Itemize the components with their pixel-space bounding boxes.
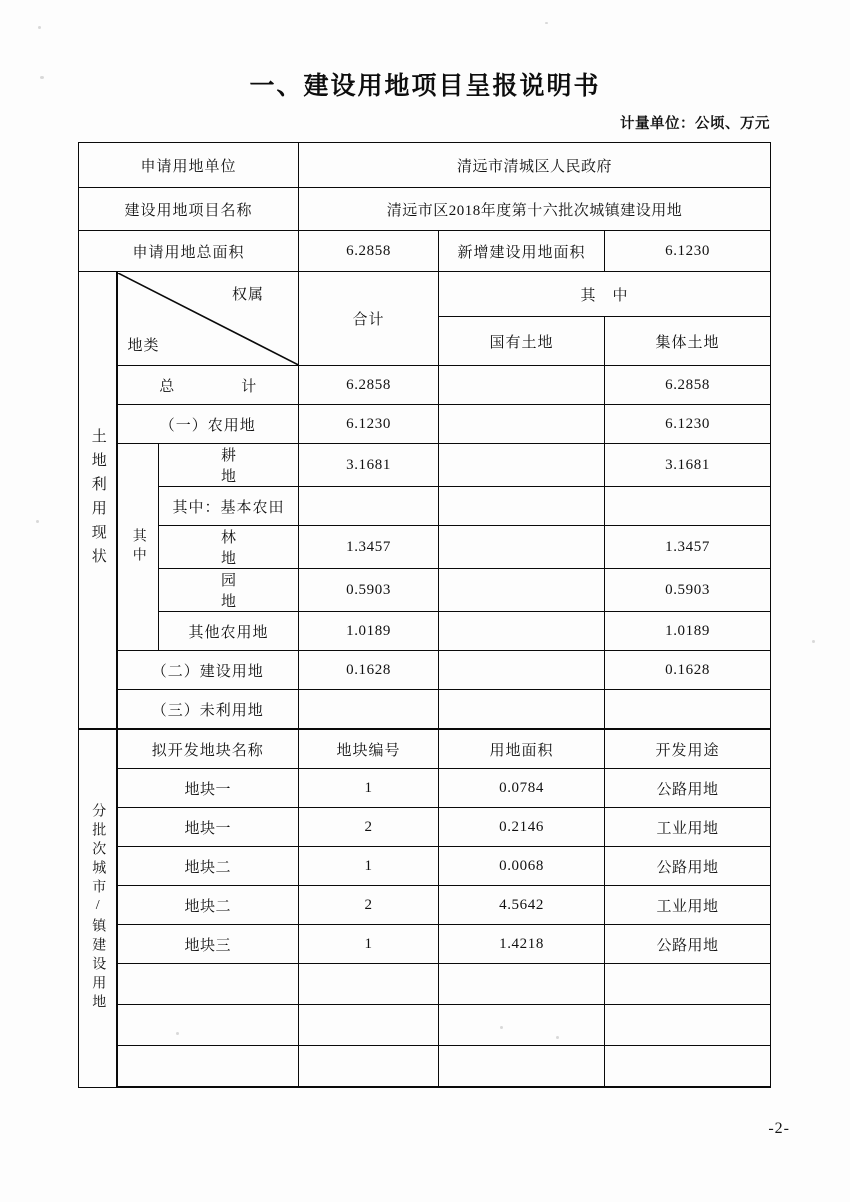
table-row	[79, 886, 771, 925]
landuse-sub-label-cell	[117, 444, 159, 651]
row-collective-cell	[605, 526, 771, 569]
row-label: 林 地	[221, 530, 304, 567]
total-area-value-cell	[299, 231, 439, 272]
parcel-code: 1	[364, 779, 373, 796]
table-row	[79, 925, 771, 964]
row-label-cell	[159, 444, 304, 487]
parcel-area-cell	[439, 1046, 605, 1088]
row-total-cell	[299, 651, 439, 690]
row-collective: 6.2858	[665, 376, 710, 393]
parcel-code-cell	[299, 1046, 439, 1088]
parcel-name: 地块一	[184, 781, 232, 798]
parcel-area: 4.5642	[499, 896, 544, 913]
parcel-area-header-cell	[439, 729, 605, 769]
row-collective: 1.3457	[665, 538, 710, 555]
landuse-sub-label-wrap	[118, 528, 159, 566]
row-collective: 0.5903	[665, 581, 710, 598]
table-row	[79, 188, 771, 231]
parcel-code-cell	[299, 847, 439, 886]
parcel-use: 公路用地	[656, 937, 719, 954]
parcel-name-cell	[117, 769, 299, 808]
parcel-name: 地块三	[184, 937, 232, 954]
group-column-header: 其 中	[580, 287, 629, 304]
parcel-code-cell	[299, 886, 439, 925]
row-state-cell	[439, 651, 605, 690]
parcels-side-label-cell	[79, 729, 117, 1087]
scan-speckle	[812, 640, 815, 643]
parcel-code: 2	[364, 818, 373, 835]
parcel-code-cell	[299, 808, 439, 847]
table-row	[79, 444, 771, 487]
total-area-label: 申请用地总面积	[132, 244, 245, 261]
row-total-cell	[299, 569, 439, 612]
parcel-use: 工业用地	[656, 820, 719, 837]
table-row	[79, 1005, 771, 1046]
row-state-cell	[439, 690, 605, 730]
table-row	[79, 651, 771, 690]
parcel-name-cell	[117, 808, 299, 847]
table-row	[79, 808, 771, 847]
new-area-label-cell	[439, 231, 605, 272]
row-total-cell	[299, 612, 439, 651]
table-row	[79, 231, 771, 272]
row-collective-cell	[605, 405, 771, 444]
row-collective-cell	[605, 651, 771, 690]
applicant-unit-label-cell	[79, 143, 299, 188]
row-label-cell	[117, 366, 299, 405]
parcel-name: 地块二	[184, 898, 232, 915]
parcel-area: 1.4218	[499, 935, 544, 952]
report-table-container	[78, 142, 770, 1088]
parcel-name: 地块一	[184, 820, 232, 837]
row-total: 6.1230	[346, 415, 391, 432]
parcel-use-cell	[605, 847, 771, 886]
parcel-use-cell	[605, 964, 771, 1005]
row-label-cell	[159, 526, 304, 569]
total-column-header-cell	[299, 272, 439, 366]
parcel-use: 工业用地	[656, 898, 719, 915]
parcel-name	[118, 1046, 299, 1086]
table-row	[79, 612, 771, 651]
measurement-unit-note: 计量单位：公顷、万元	[620, 116, 770, 132]
row-total: 0.5903	[346, 581, 391, 598]
parcel-use-cell	[605, 769, 771, 808]
scan-speckle	[36, 520, 39, 523]
parcel-name-cell	[117, 1046, 299, 1088]
ownership-header-label: 权属	[232, 286, 265, 303]
row-label: （三）未利用地	[151, 702, 264, 719]
row-label-cell	[117, 690, 299, 730]
project-name-value-cell	[299, 188, 771, 231]
applicant-unit-value: 清远市清城区人民政府	[457, 158, 613, 175]
row-state-cell	[439, 612, 605, 651]
page-title: 一、建设用地项目呈报说明书	[249, 73, 601, 100]
row-state-cell	[439, 444, 605, 487]
row-total-cell	[299, 526, 439, 569]
parcel-use-cell	[605, 808, 771, 847]
row-collective-cell	[605, 444, 771, 487]
total-column-header: 合计	[352, 312, 385, 328]
table-row	[79, 569, 771, 612]
table-row	[79, 964, 771, 1005]
row-collective: 3.1681	[665, 456, 710, 473]
collective-land-header: 集体土地	[655, 334, 720, 351]
landuse-side-label-cell	[79, 272, 117, 730]
row-label: 耕 地	[221, 448, 304, 485]
row-collective-cell	[605, 366, 771, 405]
parcel-area-cell	[439, 925, 605, 964]
parcel-name-cell	[117, 847, 299, 886]
new-area-value-cell	[605, 231, 771, 272]
parcel-area-cell	[439, 886, 605, 925]
parcels-side-label-wrap	[79, 803, 116, 1013]
row-collective: 0.1628	[665, 661, 710, 678]
row-label-cell	[159, 569, 304, 612]
page-number: -2-	[768, 1120, 790, 1137]
row-state-cell	[439, 487, 605, 526]
parcel-name-cell	[117, 964, 299, 1005]
parcel-area: 0.0068	[499, 857, 544, 874]
state-land-header-cell	[439, 317, 605, 366]
row-collective: 6.1230	[665, 415, 710, 432]
landtype-header-label: 地类	[127, 337, 160, 354]
row-label-cell	[159, 612, 299, 651]
parcel-use-header-cell	[605, 729, 771, 769]
landuse-sub-label: 其中	[130, 528, 146, 566]
total-area-value: 6.2858	[346, 242, 391, 259]
group-column-header-cell	[439, 272, 771, 317]
table-row	[79, 405, 771, 444]
parcel-area: 0.2146	[499, 818, 544, 835]
landuse-side-label-wrap	[79, 428, 116, 572]
row-label: 园 地	[221, 573, 304, 610]
parcel-use-cell	[605, 925, 771, 964]
parcel-name	[118, 1005, 299, 1045]
scan-speckle	[545, 22, 548, 24]
row-total: 3.1681	[346, 456, 391, 473]
parcel-name-cell	[117, 886, 299, 925]
state-land-header: 国有土地	[489, 334, 554, 351]
row-label: （一）农用地	[159, 417, 256, 434]
parcel-name-header: 拟开发地块名称	[151, 742, 264, 759]
row-state-cell	[439, 526, 605, 569]
row-collective-cell	[605, 612, 771, 651]
parcel-area: 0.0784	[499, 779, 544, 796]
parcel-code-cell	[299, 925, 439, 964]
land-report-table	[78, 142, 771, 1088]
row-collective-cell	[605, 690, 771, 730]
parcel-use-cell	[605, 886, 771, 925]
row-label-cell	[159, 487, 299, 526]
table-row	[79, 690, 771, 730]
parcel-area-cell	[439, 964, 605, 1005]
row-state-cell	[439, 569, 605, 612]
table-header-row	[79, 729, 771, 769]
parcel-area-cell	[439, 769, 605, 808]
row-label-cell	[117, 405, 299, 444]
project-name-label-cell	[79, 188, 299, 231]
parcel-code-cell	[299, 964, 439, 1005]
parcel-code-cell	[299, 1005, 439, 1046]
row-label: 总 计	[159, 378, 283, 395]
parcel-use: 公路用地	[656, 859, 719, 876]
row-label: 其他农用地	[188, 624, 269, 641]
row-collective-cell	[605, 569, 771, 612]
row-total: 1.3457	[346, 538, 391, 555]
parcel-use-cell	[605, 1046, 771, 1088]
parcel-area-cell	[439, 1005, 605, 1046]
parcel-name-cell	[117, 1005, 299, 1046]
total-area-label-cell	[79, 231, 299, 272]
parcels-side-label: 分批次城市/镇建设用地	[90, 803, 106, 1014]
parcel-name	[118, 964, 299, 1004]
parcel-name-cell	[117, 925, 299, 964]
parcel-code: 2	[364, 896, 373, 913]
parcel-code: 1	[364, 857, 373, 874]
table-row	[79, 143, 771, 188]
row-total-cell	[299, 690, 439, 730]
applicant-unit-label: 申请用地单位	[140, 158, 237, 175]
parcel-area-header: 用地面积	[489, 742, 554, 759]
row-total-cell	[299, 366, 439, 405]
row-collective: 1.0189	[665, 622, 710, 639]
parcel-code: 1	[364, 935, 373, 952]
applicant-unit-value-cell	[299, 143, 771, 188]
row-total: 1.0189	[346, 622, 391, 639]
new-area-label: 新增建设用地面积	[457, 244, 586, 261]
row-label: 其中：基本农田	[172, 499, 285, 516]
row-total-cell	[299, 444, 439, 487]
row-state-cell	[439, 366, 605, 405]
landuse-side-label: 土地利用现状	[89, 428, 106, 572]
diagonal-header-cell	[117, 272, 299, 366]
parcel-area-cell	[439, 808, 605, 847]
table-row	[79, 847, 771, 886]
parcel-code-header-cell	[299, 729, 439, 769]
table-row	[79, 366, 771, 405]
table-row	[79, 1046, 771, 1088]
row-state-cell	[439, 405, 605, 444]
diagonal-split	[118, 273, 299, 365]
parcel-name-header-cell	[117, 729, 299, 769]
table-header-row	[79, 272, 771, 317]
parcel-use-header: 开发用途	[655, 742, 720, 759]
row-label: （二）建设用地	[151, 663, 264, 680]
new-area-value: 6.1230	[665, 242, 710, 259]
parcel-use-cell	[605, 1005, 771, 1046]
row-label-cell	[117, 651, 299, 690]
row-total: 6.2858	[346, 376, 391, 393]
table-row	[79, 769, 771, 808]
row-total-cell	[299, 487, 439, 526]
parcel-code-header: 地块编号	[336, 742, 401, 759]
table-row	[79, 487, 771, 526]
collective-land-header-cell	[605, 317, 771, 366]
row-collective-cell	[605, 487, 771, 526]
parcel-name: 地块二	[184, 859, 232, 876]
project-name-value: 清远市区2018年度第十六批次城镇建设用地	[386, 202, 683, 219]
parcel-area-cell	[439, 847, 605, 886]
parcel-use: 公路用地	[656, 781, 719, 798]
table-row	[79, 526, 771, 569]
project-name-label: 建设用地项目名称	[124, 202, 253, 219]
row-total-cell	[299, 405, 439, 444]
parcel-code-cell	[299, 769, 439, 808]
scan-speckle	[38, 26, 41, 29]
row-total: 0.1628	[346, 661, 391, 678]
